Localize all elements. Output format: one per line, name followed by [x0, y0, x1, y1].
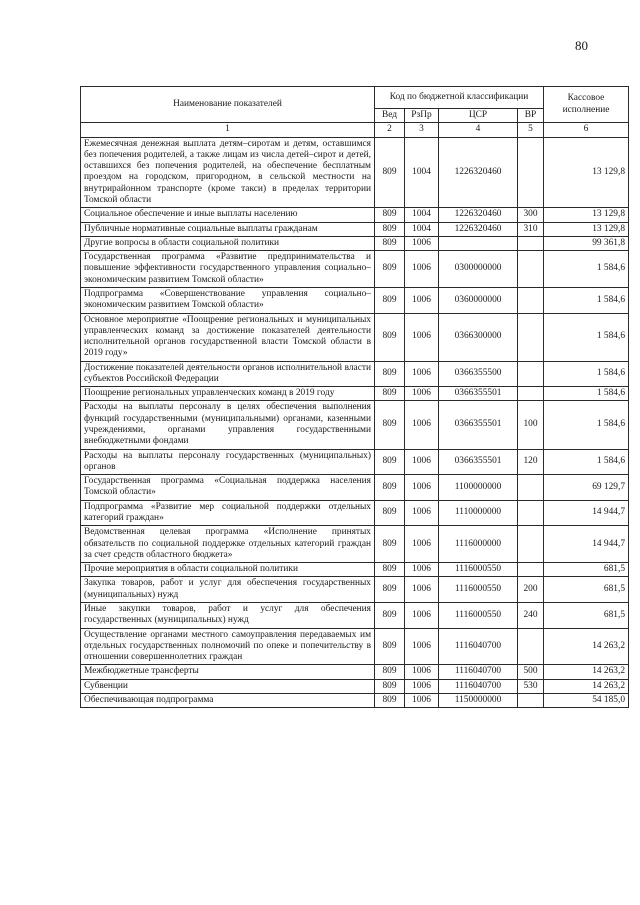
table-row	[81, 137, 629, 208]
row-vr	[518, 313, 544, 361]
row-csr: 1110000000	[439, 500, 518, 526]
row-amount: 1 584,6	[544, 387, 629, 401]
column-index: 6	[544, 123, 629, 137]
row-ved: 809	[375, 628, 405, 665]
row-ved: 809	[375, 577, 405, 603]
table-row	[81, 602, 629, 628]
row-csr: 0366300000	[439, 313, 518, 361]
row-rzpr: 1004	[405, 208, 439, 222]
row-rzpr: 1006	[405, 500, 439, 526]
row-amount: 1 584,6	[544, 361, 629, 387]
row-ved: 809	[375, 208, 405, 222]
column-index-row	[81, 123, 629, 137]
table-row	[81, 449, 629, 475]
row-name: Поощрение региональных управленческих команд в 2019 году	[81, 387, 375, 401]
row-amount: 681,5	[544, 563, 629, 577]
row-amount: 1 584,6	[544, 449, 629, 475]
row-rzpr: 1004	[405, 137, 439, 208]
row-name: Осуществление органами местного самоуправления передаваемых им отдельных государственных полномочий по опеке и попечительству в отношении совершеннолетних граждан	[81, 628, 375, 665]
row-ved: 809	[375, 251, 405, 288]
row-name: Иные закупки товаров, работ и услуг для обеспечения государственных (муниципальных) нужд	[81, 602, 375, 628]
row-ved: 809	[375, 475, 405, 501]
row-name: Другие вопросы в области социальной политики	[81, 236, 375, 250]
row-amount: 14 944,7	[544, 500, 629, 526]
row-ved: 809	[375, 137, 405, 208]
row-amount: 14 263,2	[544, 628, 629, 665]
row-csr: 0366355501	[439, 449, 518, 475]
table-row	[81, 577, 629, 603]
row-ved: 809	[375, 500, 405, 526]
row-csr: 1226320460	[439, 208, 518, 222]
row-vr	[518, 563, 544, 577]
row-name: Достижение показателей деятельности органов исполнительной власти субъектов Российской Федерации	[81, 361, 375, 387]
row-rzpr: 1006	[405, 361, 439, 387]
row-rzpr: 1006	[405, 563, 439, 577]
row-vr	[518, 526, 544, 563]
row-name: Подпрограмма «Развитие мер социальной поддержки отдельных категорий граждан»	[81, 500, 375, 526]
row-ved: 809	[375, 313, 405, 361]
row-amount: 1 584,6	[544, 287, 629, 313]
row-csr: 1116000550	[439, 602, 518, 628]
header-ved: Вед	[375, 109, 405, 123]
row-rzpr: 1006	[405, 679, 439, 693]
table-row	[81, 208, 629, 222]
row-amount: 1 584,6	[544, 313, 629, 361]
row-rzpr: 1006	[405, 449, 439, 475]
row-csr: 1226320460	[439, 137, 518, 208]
row-csr: 1226320460	[439, 222, 518, 236]
row-rzpr: 1006	[405, 602, 439, 628]
row-ved: 809	[375, 679, 405, 693]
row-rzpr: 1006	[405, 665, 439, 679]
row-vr: 240	[518, 602, 544, 628]
row-amount: 69 129,7	[544, 475, 629, 501]
row-name: Закупка товаров, работ и услуг для обеспечения государственных (муниципальных) нужд	[81, 577, 375, 603]
row-name: Расходы на выплаты персоналу государственных (муниципальных) органов	[81, 449, 375, 475]
table-row	[81, 628, 629, 665]
row-name: Ведомственная целевая программа «Исполнение принятых обязательств по социальной поддержке отдельных категорий граждан за счет средств областного бюджета»	[81, 526, 375, 563]
row-csr: 1116040700	[439, 628, 518, 665]
row-name: Основное мероприятие «Поощрение региональных и муниципальных управленческих команд за достижение показателей деятельности исполнительной органов государственной власти Томской области в 2019 году»	[81, 313, 375, 361]
row-vr: 300	[518, 208, 544, 222]
table-row	[81, 401, 629, 449]
table-row	[81, 287, 629, 313]
table-row	[81, 500, 629, 526]
header-vr: ВР	[518, 109, 544, 123]
header-cash-execution: Кассовое исполнение	[544, 87, 629, 123]
row-ved: 809	[375, 222, 405, 236]
row-vr: 100	[518, 401, 544, 449]
row-rzpr: 1006	[405, 387, 439, 401]
row-ved: 809	[375, 449, 405, 475]
row-amount: 681,5	[544, 577, 629, 603]
table-row	[81, 251, 629, 288]
row-csr: 1116000550	[439, 563, 518, 577]
row-csr: 1116000550	[439, 577, 518, 603]
row-ved: 809	[375, 602, 405, 628]
header-name: Наименование показателей	[81, 87, 375, 123]
row-ved: 809	[375, 665, 405, 679]
row-name: Социальное обеспечение и иные выплаты населению	[81, 208, 375, 222]
row-rzpr: 1006	[405, 526, 439, 563]
row-name: Государственная программа «Социальная поддержка населения Томской области»	[81, 475, 375, 501]
header-code-group: Код по бюджетной классификации	[375, 87, 544, 109]
row-amount: 1 584,6	[544, 401, 629, 449]
column-index: 5	[518, 123, 544, 137]
row-name: Ежемесячная денежная выплата детям–сиротам и детям, оставшимся без попечения родителей, а также лицам из числа детей–сирот и детей, оставшихся без попечения родителей, на обеспечение бесплатным проездом на городском, пригородном, в сельской местности на внутрирайонном транспорте (кроме такси) в пределах территории Томской области	[81, 137, 375, 208]
row-vr: 120	[518, 449, 544, 475]
table-row	[81, 236, 629, 250]
row-amount: 14 944,7	[544, 526, 629, 563]
row-name: Расходы на выплаты персоналу в целях обеспечения выполнения функций государственными (муниципальными) органами, казенными учреждениями, органами управления государственными внебюджетными фондами	[81, 401, 375, 449]
row-vr	[518, 693, 544, 707]
row-vr	[518, 628, 544, 665]
row-name: Государственная программа «Развитие предпринимательства и повышение эффективности государственного управления социально–экономическим развитием Томской области»	[81, 251, 375, 288]
header-rzpr: РзПр	[405, 109, 439, 123]
row-rzpr: 1006	[405, 475, 439, 501]
row-csr: 0300000000	[439, 251, 518, 288]
row-vr	[518, 287, 544, 313]
row-amount: 14 263,2	[544, 665, 629, 679]
budget-table	[80, 86, 629, 708]
row-amount: 54 185,0	[544, 693, 629, 707]
row-amount: 13 129,8	[544, 222, 629, 236]
row-amount: 681,5	[544, 602, 629, 628]
row-csr: 0366355501	[439, 387, 518, 401]
header-csr: ЦСР	[439, 109, 518, 123]
row-name: Публичные нормативные социальные выплаты гражданам	[81, 222, 375, 236]
table-row	[81, 361, 629, 387]
table-row	[81, 693, 629, 707]
row-amount: 14 263,2	[544, 679, 629, 693]
row-vr: 530	[518, 679, 544, 693]
row-csr: 0366355500	[439, 361, 518, 387]
row-ved: 809	[375, 693, 405, 707]
table-row	[81, 563, 629, 577]
row-csr	[439, 236, 518, 250]
table-row	[81, 665, 629, 679]
row-rzpr: 1006	[405, 401, 439, 449]
row-csr: 0366355501	[439, 401, 518, 449]
row-name: Межбюджетные трансферты	[81, 665, 375, 679]
row-csr: 1116000000	[439, 526, 518, 563]
column-index: 3	[405, 123, 439, 137]
page-number: 80	[575, 38, 588, 53]
row-ved: 809	[375, 387, 405, 401]
table-row	[81, 475, 629, 501]
table-row	[81, 313, 629, 361]
row-csr: 1100000000	[439, 475, 518, 501]
row-csr: 1150000000	[439, 693, 518, 707]
row-name: Обеспечивающая подпрограмма	[81, 693, 375, 707]
row-rzpr: 1006	[405, 313, 439, 361]
row-rzpr: 1004	[405, 222, 439, 236]
row-name: Субвенции	[81, 679, 375, 693]
row-vr	[518, 361, 544, 387]
row-name: Прочие мероприятия в области социальной политики	[81, 563, 375, 577]
row-rzpr: 1006	[405, 287, 439, 313]
column-index: 4	[439, 123, 518, 137]
row-rzpr: 1006	[405, 236, 439, 250]
row-ved: 809	[375, 361, 405, 387]
row-amount: 13 129,8	[544, 137, 629, 208]
table-body	[81, 137, 629, 708]
row-vr	[518, 236, 544, 250]
table-row	[81, 679, 629, 693]
row-vr	[518, 500, 544, 526]
row-amount: 13 129,8	[544, 208, 629, 222]
row-vr: 310	[518, 222, 544, 236]
row-ved: 809	[375, 236, 405, 250]
row-rzpr: 1006	[405, 251, 439, 288]
row-vr	[518, 137, 544, 208]
row-ved: 809	[375, 287, 405, 313]
column-index: 1	[81, 123, 375, 137]
row-csr: 1116040700	[439, 679, 518, 693]
row-vr	[518, 475, 544, 501]
row-amount: 99 361,8	[544, 236, 629, 250]
row-csr: 0360000000	[439, 287, 518, 313]
row-vr: 200	[518, 577, 544, 603]
table-row	[81, 526, 629, 563]
row-csr: 1116040700	[439, 665, 518, 679]
row-name: Подпрограмма «Совершенствование управления социально–экономическим развитием Томской области»	[81, 287, 375, 313]
row-rzpr: 1006	[405, 693, 439, 707]
row-ved: 809	[375, 563, 405, 577]
row-ved: 809	[375, 401, 405, 449]
row-rzpr: 1006	[405, 577, 439, 603]
row-vr	[518, 251, 544, 288]
table-row	[81, 222, 629, 236]
row-rzpr: 1006	[405, 628, 439, 665]
row-ved: 809	[375, 526, 405, 563]
row-amount: 1 584,6	[544, 251, 629, 288]
row-vr	[518, 387, 544, 401]
column-index: 2	[375, 123, 405, 137]
table-row	[81, 387, 629, 401]
row-vr: 500	[518, 665, 544, 679]
